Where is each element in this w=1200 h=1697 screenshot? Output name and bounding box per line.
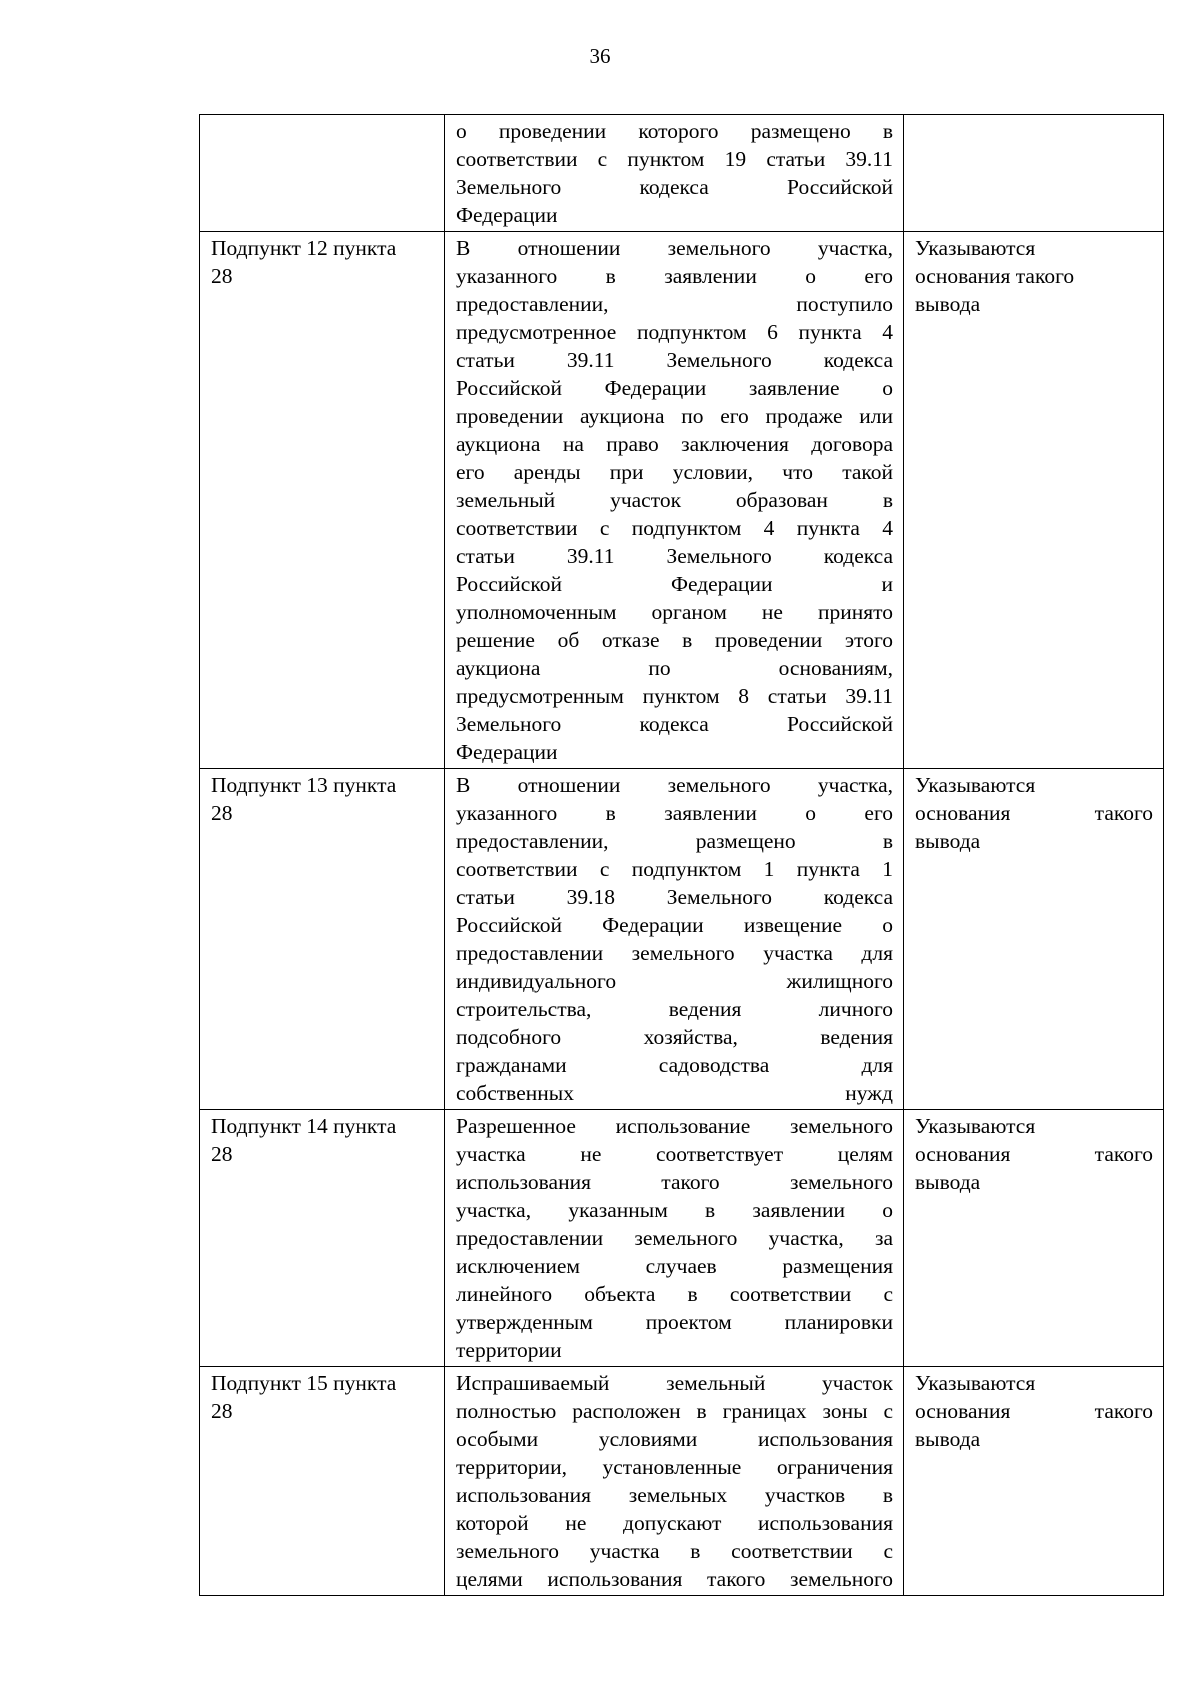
basis-cell-line: 28: [211, 801, 233, 825]
reason-cell-line: Испрашиваемый земельный участок: [456, 1371, 893, 1395]
explanation-cell: [904, 115, 1164, 232]
basis-cell-line: Подпункт 14 пункта: [211, 1114, 397, 1138]
explanation-cell-line: вывода: [915, 1170, 981, 1194]
explanation-cell: [904, 769, 1164, 1110]
page-number: 36: [589, 44, 611, 68]
reason-cell-line: предоставлении земельного участка для: [456, 941, 893, 965]
explanation-cell: [904, 1110, 1164, 1367]
reason-cell-line: индивидуального жилищного: [456, 969, 893, 993]
reason-cell-line: аукциона по основаниям,: [456, 656, 893, 680]
reason-cell-line: указанного в заявлении о его: [456, 801, 893, 825]
reason-cell: [445, 232, 904, 769]
explanation-cell-line: Указываются: [915, 1371, 1036, 1395]
reason-cell-line: Федерации: [456, 203, 558, 227]
reason-cell-line: строительства, ведения личного: [456, 997, 893, 1021]
reason-cell-line: соответствии с пунктом 19 статьи 39.11: [456, 147, 893, 171]
refusal-grounds-table: [199, 114, 1164, 1596]
reason-cell-line: земельного участка в соответствии с: [456, 1539, 893, 1563]
reason-cell-line: Земельного кодекса Российской: [456, 712, 893, 736]
basis-cell-line: Подпункт 15 пункта: [211, 1371, 397, 1395]
reason-cell: [445, 1367, 904, 1596]
explanation-cell: [904, 1367, 1164, 1596]
reason-cell-line: соответствии с подпунктом 1 пункта 1: [456, 857, 893, 881]
basis-cell: [200, 115, 445, 232]
explanation-cell: [904, 232, 1164, 769]
reason-cell-line: предоставлении, поступило: [456, 292, 893, 316]
explanation-cell-line: основания такого: [915, 264, 1075, 288]
basis-cell-line: Подпункт 12 пункта: [211, 236, 397, 260]
table-row: [200, 1110, 1164, 1367]
reason-cell-line: гражданами садоводства для: [456, 1053, 893, 1077]
explanation-cell-line: Указываются: [915, 236, 1036, 260]
table-body: [200, 115, 1164, 1596]
reason-cell-line: предоставлении, размещено в: [456, 829, 893, 853]
reason-cell-line: предоставлении земельного участка, за: [456, 1226, 893, 1250]
reason-cell-line: решение об отказе в проведении этого: [456, 628, 893, 652]
reason-cell-line: соответствии с подпунктом 4 пункта 4: [456, 516, 893, 540]
table-row: [200, 769, 1164, 1110]
basis-cell: [200, 1367, 445, 1596]
reason-cell-line: участка не соответствует целям: [456, 1142, 893, 1166]
explanation-cell-line: вывода: [915, 829, 981, 853]
reason-cell-line: В отношении земельного участка,: [456, 236, 893, 260]
reason-cell: [445, 1110, 904, 1367]
basis-cell-line: 28: [211, 1142, 233, 1166]
reason-cell-line: особыми условиями использования: [456, 1427, 893, 1451]
reason-cell-line: использования земельных участков в: [456, 1483, 893, 1507]
reason-cell-line: подсобного хозяйства, ведения: [456, 1025, 893, 1049]
basis-cell-line: Подпункт 13 пункта: [211, 773, 397, 797]
table-row: [200, 232, 1164, 769]
reason-cell-line: проведении аукциона по его продаже или: [456, 404, 893, 428]
table-row: [200, 115, 1164, 232]
basis-cell-line: 28: [211, 264, 233, 288]
explanation-cell-line: основания такого: [915, 1399, 1153, 1423]
explanation-cell-line: Указываются: [915, 773, 1036, 797]
explanation-cell-line: вывода: [915, 292, 981, 316]
explanation-cell-line: вывода: [915, 1427, 981, 1451]
basis-cell: [200, 232, 445, 769]
reason-cell-line: В отношении земельного участка,: [456, 773, 893, 797]
reason-cell-line: Земельного кодекса Российской: [456, 175, 893, 199]
reason-cell-line: собственных нужд: [456, 1081, 893, 1105]
reason-cell-line: указанного в заявлении о его: [456, 264, 893, 288]
reason-cell-line: территории: [456, 1338, 562, 1362]
reason-cell: [445, 115, 904, 232]
reason-cell-line: Разрешенное использование земельного: [456, 1114, 893, 1138]
basis-cell-line: 28: [211, 1399, 233, 1423]
reason-cell-line: Российской Федерации и: [456, 572, 893, 596]
reason-cell-line: статьи 39.18 Земельного кодекса: [456, 885, 893, 909]
reason-cell-line: исключением случаев размещения: [456, 1254, 893, 1278]
reason-cell-line: предусмотренным пунктом 8 статьи 39.11: [456, 684, 893, 708]
basis-cell: [200, 769, 445, 1110]
reason-cell-line: земельный участок образован в: [456, 488, 893, 512]
explanation-cell-line: Указываются: [915, 1114, 1036, 1138]
reason-cell-line: аукциона на право заключения договора: [456, 432, 893, 456]
reason-cell-line: полностью расположен в границах зоны с: [456, 1399, 893, 1423]
reason-cell-line: территории, установленные ограничения: [456, 1455, 893, 1479]
basis-cell: [200, 1110, 445, 1367]
reason-cell-line: уполномоченным органом не принято: [456, 600, 893, 624]
reason-cell-line: участка, указанным в заявлении о: [456, 1198, 893, 1222]
table-row: [200, 1367, 1164, 1596]
reason-cell-line: целями использования такого земельного: [456, 1567, 893, 1591]
reason-cell-line: утвержденным проектом планировки: [456, 1310, 893, 1334]
reason-cell-line: о проведении которого размещено в: [456, 119, 893, 143]
reason-cell-line: статьи 39.11 Земельного кодекса: [456, 544, 893, 568]
explanation-cell-line: основания такого: [915, 801, 1153, 825]
reason-cell-line: которой не допускают использования: [456, 1511, 893, 1535]
reason-cell-line: использования такого земельного: [456, 1170, 893, 1194]
reason-cell-line: Российской Федерации заявление о: [456, 376, 893, 400]
reason-cell-line: линейного объекта в соответствии с: [456, 1282, 893, 1306]
reason-cell-line: Федерации: [456, 740, 558, 764]
reason-cell-line: Российской Федерации извещение о: [456, 913, 893, 937]
reason-cell: [445, 769, 904, 1110]
explanation-cell-line: основания такого: [915, 1142, 1153, 1166]
reason-cell-line: предусмотренное подпунктом 6 пункта 4: [456, 320, 893, 344]
reason-cell-line: его аренды при условии, что такой: [456, 460, 893, 484]
reason-cell-line: статьи 39.11 Земельного кодекса: [456, 348, 893, 372]
